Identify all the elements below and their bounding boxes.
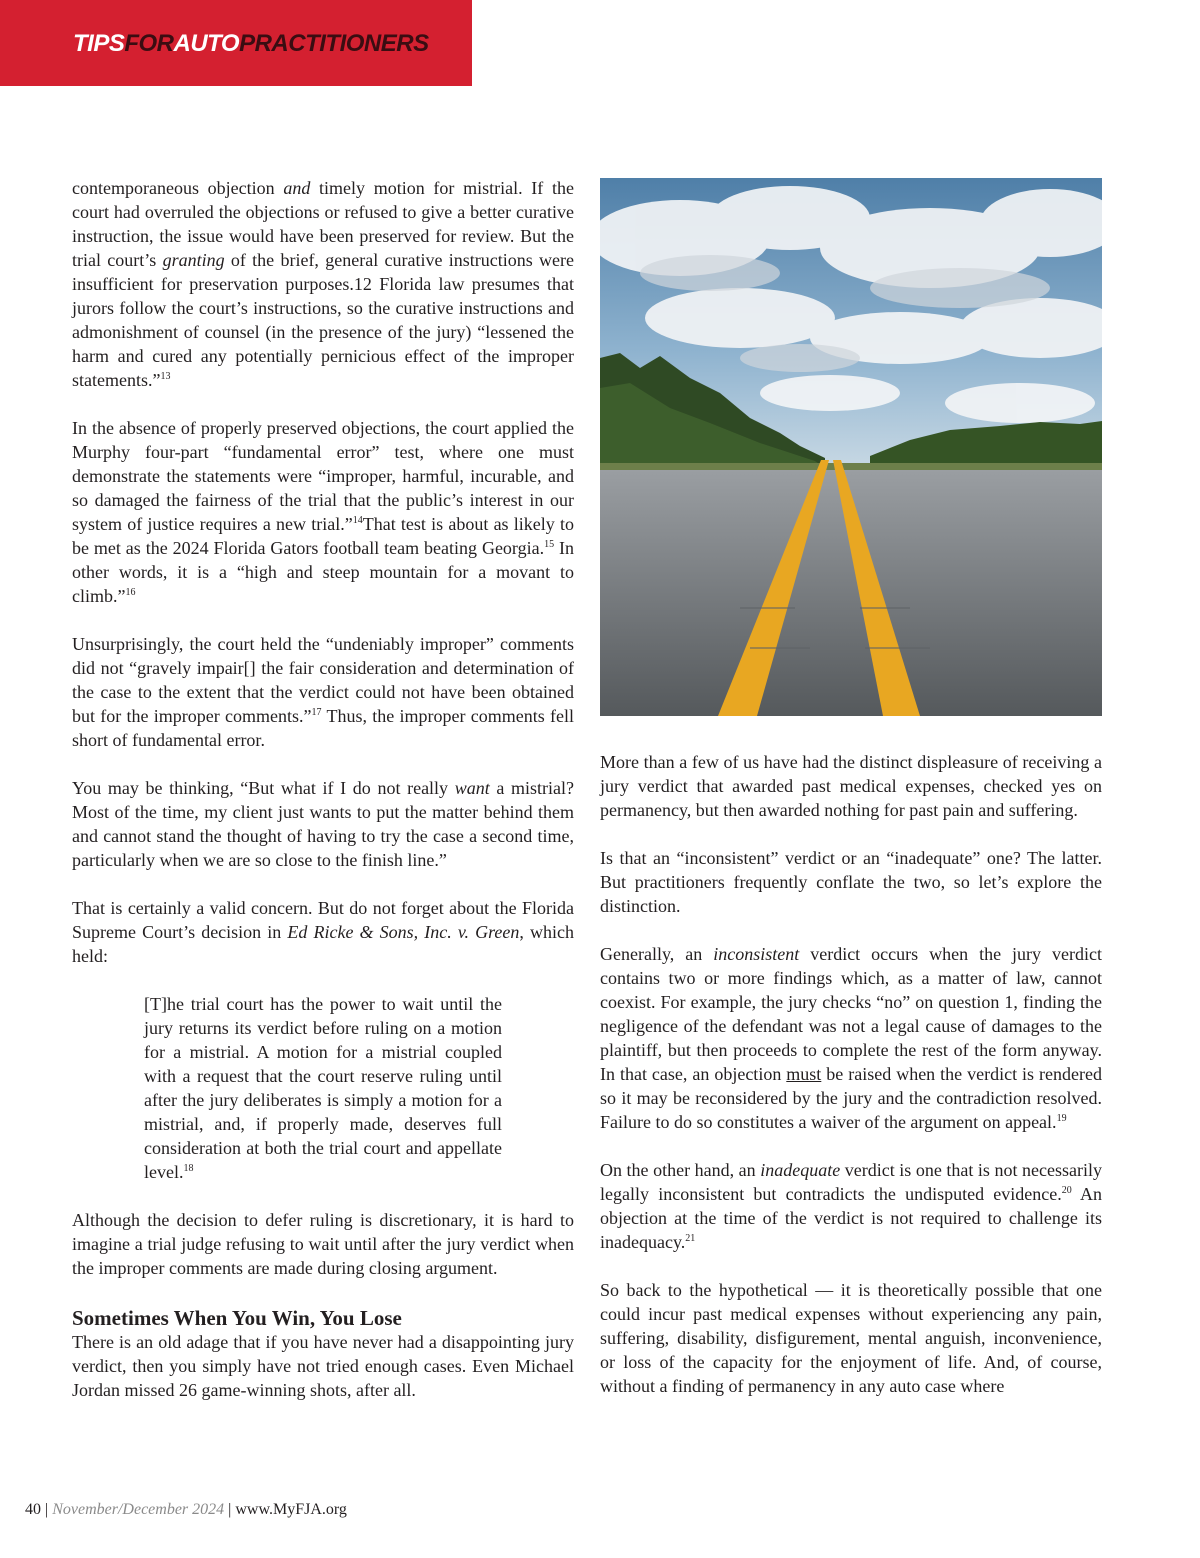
footnote-ref: 14 (352, 515, 363, 526)
road-photo (600, 178, 1102, 716)
paragraph: Is that an “inconsistent” verdict or an “inadequate” one? The latter. But practitioners frequently conflate the two, so let’s explore the distinction. (600, 848, 1102, 916)
footnote-ref: 16 (125, 587, 136, 598)
section-title: TIPSFORAUTOPRACTITIONERS (73, 30, 429, 57)
paragraph: That is certainly a valid concern. But do not forget about the Florida Supreme Court’s decision in Ed Ricke & Sons, Inc. v. Green, which held: (72, 898, 574, 966)
paragraph: In the absence of properly preserved objections, the court applied the Murphy four-part “fundamental error” test, where one must demonstrate the statements were “improper, harmful, incurable, and so damaged the fairness of the trial that the public’s interest in our system of justice requires a new trial.”$^{14}$That test is about as likely to be met as the 2024 Florida Gators football team beating Georgia.$^{15}$ In other words, it is a “high and steep mountain for a movant to climb.”$^{16}$ (72, 418, 574, 606)
right-column (600, 750, 1102, 1422)
footnote-ref: 20 (1061, 1185, 1072, 1196)
section-banner (0, 0, 472, 86)
footnote-ref: 17 (311, 707, 322, 718)
website-link[interactable]: www.MyFJA.org (235, 1501, 347, 1518)
paragraph: On the other hand, an inadequate verdict is one that is not necessarily legally inconsistent but contradicts the undisputed evidence.$^{20}$ An objection at the time of the verdict is not required to challenge its inadequacy.$^{21}$ (600, 1160, 1102, 1252)
page-footer: 40 | November/December 2024 | www.MyFJA.org (25, 1501, 347, 1518)
paragraph: contemporaneous objection and timely motion for mistrial. If the court had overruled the objections or refused to give a better curative instruction, the issue would have been preserved for review. But the trial court’s granting of the brief, general curative instructions were insufficient for preservation purposes.12 Florida law presumes that jurors follow the court’s instructions, so the curative instructions and admonishment of counsel (in the presence of the jury) “lessened the harm and cured any potentially pernicious effect of the improper statements.”$^{13}$ (72, 178, 575, 390)
paragraph: You may be thinking, “But what if I do not really want a mistrial? Most of the time, my client just wants to put the matter behind them and cannot stand the thought of having to try the case a second time, particularly when we are so close to the finish line.” (72, 778, 574, 870)
left-column (72, 176, 574, 1426)
paragraph: So back to the hypothetical — it is theoretically possible that one could incur past medical expenses without experiencing any pain, suffering, disability, disfigurement, mental anguish, inconvenience, or loss of the capacity for the enjoyment of life. And, of course, without a finding of permanency in any auto case where (600, 1280, 1102, 1396)
paragraph: Generally, an inconsistent verdict occurs when the jury verdict contains two or more findings which, as a matter of law, cannot coexist. For example, the jury checks “no” on question 1, finding the negligence of the defendant was not a legal cause of damages to the plaintiff, but then proceeds to complete the rest of the form anyway. In that case, an objection must be raised when the verdict is rendered so it may be reconsidered by the jury and the contradiction resolved. Failure to do so constitutes a waiver of the argument on appeal.$^{19}$ (600, 944, 1102, 1132)
paragraph: There is an old adage that if you have never had a disappointing jury verdict, then you simply have not tried enough cases. Even Michael Jordan missed 26 game-winning shots, after all. (72, 1332, 574, 1400)
footnote-ref: 15 (544, 539, 555, 550)
paragraph: Although the decision to defer ruling is discretionary, it is hard to imagine a trial judge refusing to wait until after the jury verdict when the improper comments are made during closing argument. (72, 1210, 574, 1278)
footnote-ref: 18 (183, 1163, 194, 1174)
footnote-ref: 13 (160, 371, 171, 382)
issue-date: November/December 2024 (52, 1501, 225, 1518)
paragraph: More than a few of us have had the distinct displeasure of receiving a jury verdict that awarded past medical expenses, checked yes on permanency, but then awarded nothing for past pain and suffering. (600, 752, 1102, 820)
page-number: 40 (25, 1501, 41, 1518)
footnote-ref: 21 (685, 1233, 696, 1244)
footnote-ref: 19 (1056, 1113, 1067, 1124)
section-heading: Sometimes When You Win, You Lose (72, 1306, 402, 1330)
block-quote: [T]he trial court has the power to wait until the jury returns its verdict before ruling on a motion for a mistrial. A motion for a mistrial coupled with a request that the court reserve ruling until after the jury deliberates is simply a motion for a mistrial, and, if properly made, deserves full consideration at both the trial court and appellate level.$^{18}$ (144, 994, 502, 1182)
paragraph: Unsurprisingly, the court held the “undeniably improper” comments did not “gravely impair[] the fair consideration and determination of the case to the extent that the verdict could not have been obtained but for the improper comments.”$^{17}$ Thus, the improper comments fell short of fundamental error. (72, 634, 575, 750)
